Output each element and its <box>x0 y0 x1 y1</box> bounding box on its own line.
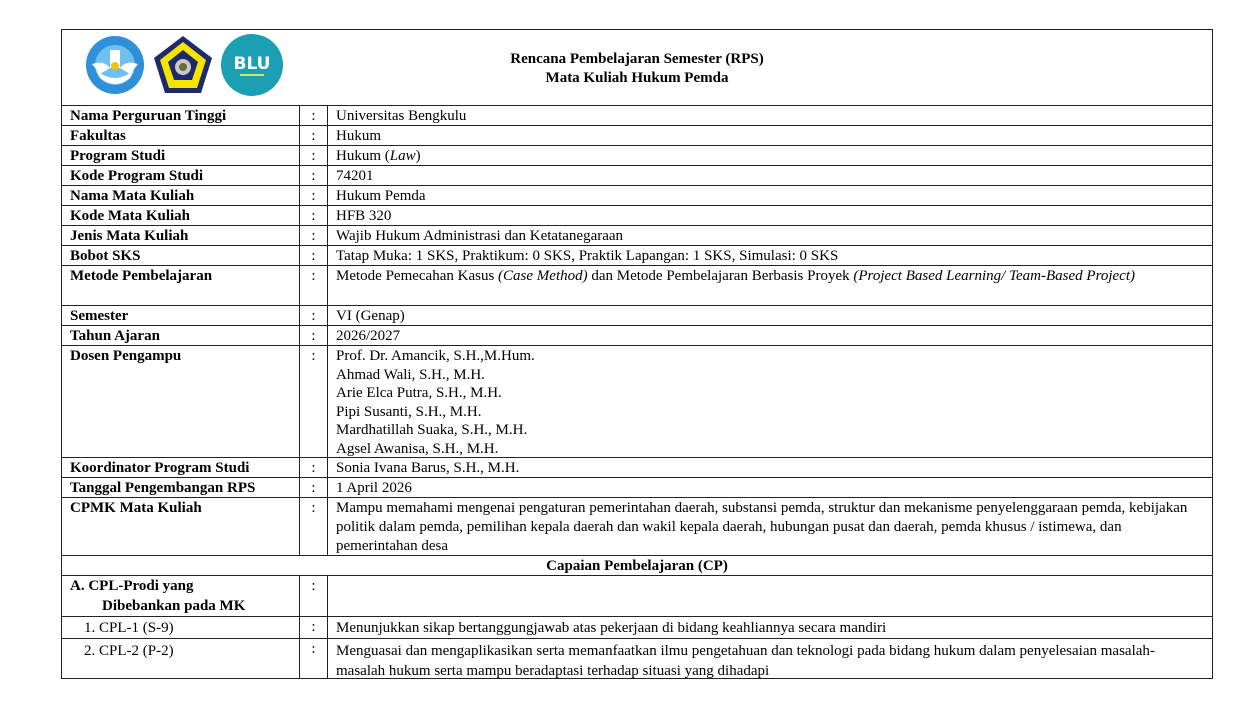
dosen-name: Arie Elca Putra, S.H., M.H. <box>336 385 502 401</box>
row-cpl-1 <box>62 617 1212 639</box>
label: Kode Program Studi <box>62 166 300 185</box>
row-semester <box>62 306 1212 326</box>
dosen-name: Mardhatillah Suaka, S.H., M.H. <box>336 422 528 438</box>
row-cpl-2 <box>62 639 1212 679</box>
separator: : <box>300 166 328 185</box>
value: 2026/2027 <box>336 328 401 344</box>
separator: : <box>300 617 328 638</box>
separator: : <box>300 498 328 555</box>
row-bobot-sks <box>62 246 1212 266</box>
separator: : <box>300 186 328 205</box>
value: HFB 320 <box>336 208 392 224</box>
row-koordinator-program-studi <box>62 458 1212 478</box>
value-italic: Law <box>389 148 416 164</box>
label: CPMK Mata Kuliah <box>62 498 300 555</box>
value: Sonia Ivana Barus, S.H., M.H. <box>336 460 520 476</box>
label: Kode Mata Kuliah <box>62 206 300 225</box>
label: 1. CPL-1 (S-9) <box>62 617 300 638</box>
value <box>328 576 1212 616</box>
value: Wajib Hukum Administrasi dan Ketatanegaraan <box>336 228 624 244</box>
separator: : <box>300 576 328 616</box>
row-nama-perguruan-tinggi <box>62 106 1212 126</box>
label: Dosen Pengampu <box>62 346 300 457</box>
separator: : <box>300 326 328 345</box>
separator: : <box>300 106 328 125</box>
separator: : <box>300 226 328 245</box>
row-tahun-ajaran <box>62 326 1212 346</box>
row-program-studi <box>62 146 1212 166</box>
document-title <box>62 50 1212 88</box>
value: 1 April 2026 <box>336 480 412 496</box>
row-metode-pembelajaran <box>62 266 1212 306</box>
label: Metode Pembelajaran <box>62 266 300 305</box>
row-kode-mata-kuliah <box>62 206 1212 226</box>
value: Hukum <box>336 128 381 144</box>
dosen-name: Ahmad Wali, S.H., M.H. <box>336 366 485 383</box>
value: Universitas Bengkulu <box>336 108 467 124</box>
value-part-1: Metode Pemecahan Kasus <box>336 268 499 284</box>
title-line-2: Mata Kuliah Hukum Pemda <box>545 70 729 86</box>
label: Tahun Ajaran <box>62 326 300 345</box>
label-line-1: A. CPL-Prodi yang <box>70 578 194 594</box>
value-text: Hukum ( <box>336 148 390 164</box>
row-cp-section-header <box>62 556 1212 576</box>
separator: : <box>300 266 328 305</box>
dosen-name: Pipi Susanti, S.H., M.H. <box>336 403 482 420</box>
label: Koordinator Program Studi <box>62 458 300 477</box>
value: Hukum Pemda <box>336 188 426 204</box>
value-part-4: (Project Based Learning/ Team-Based Project) <box>853 268 1135 284</box>
separator: : <box>300 478 328 497</box>
value-part-3: dan Metode Pembelajaran Berbasis Proyek <box>587 268 854 284</box>
label: Bobot SKS <box>62 246 300 265</box>
value: Menunjukkan sikap bertanggungjawab atas pekerjaan di bidang keahliannya secara mandiri <box>336 620 887 636</box>
separator: : <box>300 146 328 165</box>
row-cpl-prodi <box>62 576 1212 617</box>
label: Semester <box>62 306 300 325</box>
dosen-name: Agsel Awanisa, S.H., M.H. <box>336 440 499 457</box>
value-end: ) <box>415 148 421 164</box>
row-nama-mata-kuliah <box>62 186 1212 206</box>
label: Tanggal Pengembangan RPS <box>62 478 300 497</box>
value: Tatap Muka: 1 SKS, Praktikum: 0 SKS, Praktik Lapangan: 1 SKS, Simulasi: 0 SKS <box>336 248 839 264</box>
label: Program Studi <box>62 146 300 165</box>
separator: : <box>300 126 328 145</box>
label: Fakultas <box>62 126 300 145</box>
rps-document <box>61 29 1213 679</box>
row-tanggal-pengembangan <box>62 478 1212 498</box>
svg-text:BLU: BLU <box>233 54 271 74</box>
separator: : <box>300 346 328 457</box>
value: VI (Genap) <box>336 308 405 324</box>
label: 2. CPL-2 (P-2) <box>62 639 300 679</box>
separator: : <box>300 206 328 225</box>
row-dosen-pengampu <box>62 346 1212 458</box>
value <box>328 346 1212 457</box>
label <box>62 576 300 616</box>
value-part-2: (Case Method) <box>498 268 588 284</box>
label: Jenis Mata Kuliah <box>62 226 300 245</box>
row-kode-program-studi <box>62 166 1212 186</box>
title-line-1: Rencana Pembelajaran Semester (RPS) <box>510 51 764 67</box>
dosen-name: Prof. Dr. Amancik, S.H.,M.Hum. <box>336 348 535 364</box>
row-fakultas <box>62 126 1212 146</box>
section-title: Capaian Pembelajaran (CP) <box>546 558 728 574</box>
label: Nama Mata Kuliah <box>62 186 300 205</box>
separator: : <box>300 458 328 477</box>
separator: : <box>300 639 328 679</box>
value: 74201 <box>336 168 374 184</box>
separator: : <box>300 306 328 325</box>
row-jenis-mata-kuliah <box>62 226 1212 246</box>
value <box>328 266 1212 305</box>
separator: : <box>300 246 328 265</box>
value: Menguasai dan mengaplikasikan serta memanfaatkan ilmu pengetahuan dan teknologi pada bidang hukum dalam penyelesaian masalah-masalah hukum serta mampu beradaptasi terhadap situasi yang dihadapi <box>336 643 1155 679</box>
label: Nama Perguruan Tinggi <box>62 106 300 125</box>
row-cpmk <box>62 498 1212 556</box>
document-header <box>62 30 1212 106</box>
label-line-2: Dibebankan pada MK <box>102 597 246 614</box>
value: Mampu memahami mengenai pengaturan pemerintahan daerah, substansi pemda, struktur dan mekanisme penyelenggaraan pemda, kebijakan politik dalam pemda, pemilihan kepala daerah dan wakil kepala daerah, hubungan pusat dan daerah, pemda khusus / istimewa, dan pemerintahan desa <box>336 500 1188 554</box>
value <box>328 146 1212 165</box>
